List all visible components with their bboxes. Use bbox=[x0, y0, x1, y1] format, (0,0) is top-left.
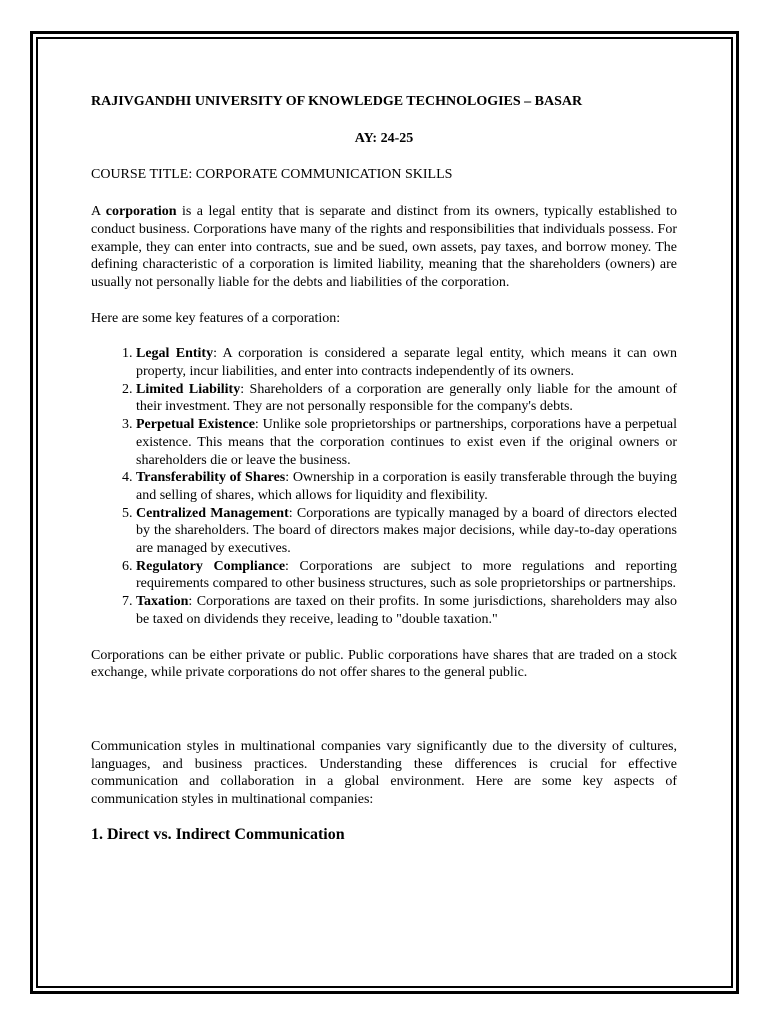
feature-term: Transferability of Shares bbox=[136, 470, 286, 486]
course-title: COURSE TITLE: CORPORATE COMMUNICATION SKILLS bbox=[91, 167, 453, 183]
feature-term: Centralized Management bbox=[136, 505, 289, 521]
features-list bbox=[91, 345, 677, 628]
feature-item bbox=[136, 416, 677, 469]
feature-item bbox=[136, 469, 677, 504]
feature-text: : A corporation is considered a separate legal entity, which means it can own property, incur liabilities, and enter into contracts independently of its owners. bbox=[136, 346, 678, 380]
feature-text: : Ownership in a corporation is easily transferable through the buying and selling of shares, which allows for liquidity and flexibility. bbox=[136, 470, 677, 503]
feature-item bbox=[136, 505, 677, 558]
feature-item bbox=[136, 558, 677, 593]
feature-text: : Corporations are taxed on their profits. In some jurisdictions, shareholders may also be taxed on dividends they receive, leading to "double taxation." bbox=[136, 594, 677, 627]
university-title: RAJIVGANDHI UNIVERSITY OF KNOWLEDGE TECHNOLOGIES – BASAR bbox=[91, 94, 583, 109]
feature-item bbox=[136, 381, 677, 416]
feature-term: Limited Liability bbox=[136, 381, 241, 397]
section-heading: 1. Direct vs. Indirect Communication bbox=[91, 825, 345, 843]
feature-term: Regulatory Compliance bbox=[136, 558, 286, 574]
features-lead: Here are some key features of a corporation: bbox=[91, 310, 341, 326]
intro-text: is a legal entity that is separate and distinct from its owners, typically established to conduct business. Corporations have many of the rights and responsibilities that individuals possess. For example, they can enter into contracts, sue and be sued, own assets, pay taxes, and borrow money. The defining characteristic of a corporation is limited liability, meaning that the shareholders (owners) are usually not personally liable for the debts and liabilities of the corporation. bbox=[91, 204, 677, 290]
communication-intro-paragraph: Communication styles in multinational companies vary significantly due to the diversity of cultures, languages, and business practices. Understanding these differences is crucial for effective communication and collaboration in a global environment. Here are some key aspects of communication styles in multinational companies: bbox=[91, 738, 677, 808]
feature-text: : Unlike sole proprietorships or partnerships, corporations have a perpetual existence. This means that the corporation continues to exist even if the original owners or shareholders die or leave the business. bbox=[136, 417, 677, 468]
feature-text: : Corporations are typically managed by a board of directors elected by the shareholders. The board of directors makes major decisions, while day-to-day operations are managed by executives. bbox=[136, 505, 677, 557]
academic-year: AY: 24-25 bbox=[354, 130, 414, 146]
intro-prefix: A bbox=[91, 204, 106, 220]
feature-text: : Corporations are subject to more regulations and reporting requirements compared to other business structures, such as sole proprietorships or partnerships. bbox=[136, 558, 677, 592]
feature-term: Perpetual Existence bbox=[136, 417, 255, 433]
closing-paragraph: Corporations can be either private or public. Public corporations have shares that are traded on a stock exchange, while private corporations do not offer shares to the general public. bbox=[91, 647, 677, 681]
intro-bold-term: corporation bbox=[105, 204, 177, 220]
feature-term: Taxation bbox=[136, 594, 189, 610]
feature-item bbox=[136, 593, 677, 628]
feature-term: Legal Entity bbox=[136, 346, 214, 362]
intro-paragraph bbox=[91, 203, 677, 292]
document-body bbox=[91, 93, 677, 845]
feature-item bbox=[136, 345, 677, 380]
feature-text: : Shareholders of a corporation are generally only liable for the amount of their investment. They are not personally responsible for the company's debts. bbox=[136, 381, 677, 415]
